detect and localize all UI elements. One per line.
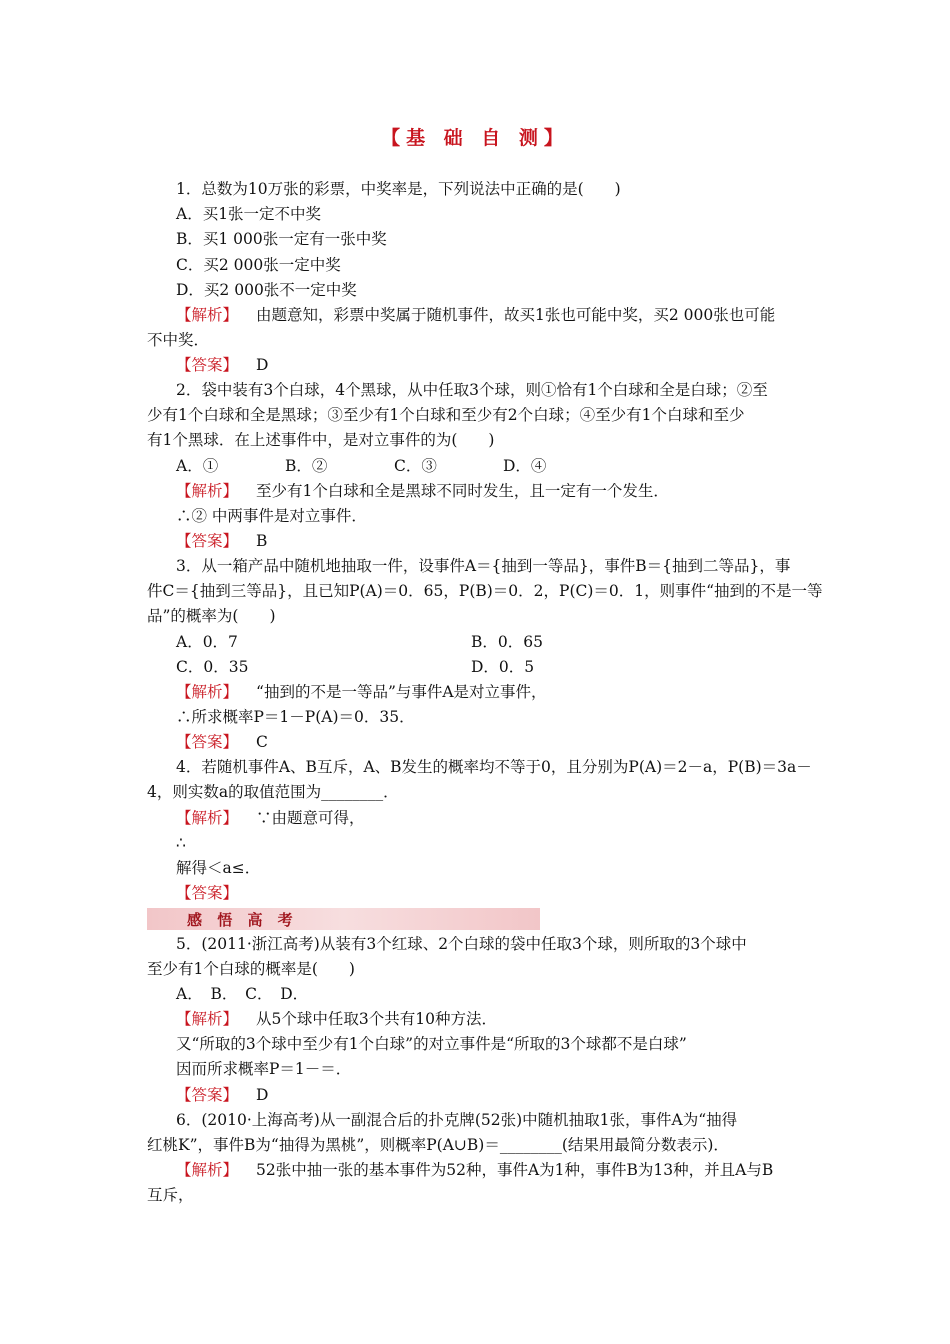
analysis-tag: 【解析】	[176, 1010, 239, 1028]
q2-analysis	[176, 481, 669, 501]
q5-answer-value: D	[256, 1086, 269, 1104]
q2-answer-value: B	[256, 532, 268, 550]
q4-answer	[176, 883, 256, 903]
q2-analysis-text: 至少有1个白球和全是黑球不同时发生，且一定有一个发生．	[256, 482, 669, 500]
q2-analysis-cont: ∴② 中两事件是对立事件．	[176, 507, 367, 525]
q4-analysis-text: ∵由题意可得，	[256, 809, 365, 827]
q5-analysis-result: 因而所求概率P＝1－＝．	[176, 1060, 352, 1078]
q6-analysis-cont: 互斥，	[147, 1186, 194, 1204]
q3-option-c: C．0．35	[176, 658, 249, 676]
q4-analysis-solve: 解得＜a≤．	[176, 859, 261, 877]
q2-option-d: D．④	[503, 457, 547, 475]
q5-analysis-text: 从5个球中任取3个共有10种方法．	[256, 1010, 497, 1028]
q3-analysis-cont: ∴所求概率P＝1－P(A)＝0．35．	[176, 708, 415, 726]
answer-tag: 【答案】	[176, 733, 239, 751]
q3-analysis-text: “抽到的不是一等品”与事件A是对立事件，	[256, 683, 547, 701]
q6-analysis	[176, 1160, 773, 1180]
q1-answer	[176, 355, 268, 375]
analysis-tag: 【解析】	[176, 809, 239, 827]
q3-analysis	[176, 682, 547, 702]
q1-analysis	[176, 305, 775, 325]
q2-stem-1: 2．袋中装有3个白球，4个黑球，从中任取3个球，则①恰有1个白球和全是白球；②至	[176, 381, 768, 399]
q5-stem-1: 5．(2011·浙江高考)从装有3个红球、2个白球的袋中任取3个球，则所取的3个球中	[176, 935, 747, 953]
q5-stem-2: 至少有1个白球的概率是( )	[147, 960, 355, 978]
answer-tag: 【答案】	[176, 532, 239, 550]
answer-tag: 【答案】	[176, 1086, 239, 1104]
q4-analysis-therefore: ∴	[176, 834, 186, 852]
section-banner	[147, 908, 540, 930]
answer-tag: 【答案】	[176, 884, 239, 902]
q2-answer	[176, 531, 267, 551]
q5-analysis	[176, 1009, 497, 1029]
q2-stem-2: 少有1个白球和全是黑球；③至少有1个白球和至少有2个白球；④至少有1个白球和至少	[147, 406, 745, 424]
section-title: 【基 础 自 测】	[381, 127, 569, 149]
q1-stem: 1．总数为10万张的彩票，中奖率是，下列说法中正确的是( )	[176, 180, 621, 198]
analysis-tag: 【解析】	[176, 1161, 239, 1179]
q5-analysis-cont: 又“所取的3个球中至少有1个白球”的对立事件是“所取的3个球都不是白球”	[176, 1035, 687, 1053]
q2-stem-3: 有1个黑球．在上述事件中，是对立事件的为( )	[147, 431, 495, 449]
q2-option-b: B．②	[285, 457, 328, 475]
banner-label: 感 悟 高 考	[187, 911, 298, 929]
q2-option-c: C．③	[394, 457, 437, 475]
q3-stem-2: 件C＝{抽到三等品}，且已知P(A)＝0．65，P(B)＝0．2，P(C)＝0．1，则事件“抽到的不是一等	[147, 582, 823, 600]
q5-options: A． B． C． D．	[176, 985, 309, 1003]
q2-option-a: A．①	[176, 457, 219, 475]
answer-tag: 【答案】	[176, 356, 239, 374]
q4-analysis	[176, 808, 365, 828]
q4-stem-2: 4，则实数a的取值范围为________．	[147, 783, 399, 801]
q5-answer	[176, 1085, 268, 1105]
q3-answer-value: C	[256, 733, 268, 751]
analysis-tag: 【解析】	[176, 482, 239, 500]
q1-option-d: D．买2 000张不一定中奖	[176, 281, 357, 299]
q3-option-b: B．0．65	[471, 633, 543, 651]
q3-stem-3: 品”的概率为( )	[147, 607, 276, 625]
q4-stem-1: 4．若随机事件A、B互斥，A、B发生的概率均不等于0，且分别为P(A)＝2－a，P(B)＝3a－	[176, 758, 812, 776]
q3-option-d: D．0．5	[471, 658, 535, 676]
analysis-tag: 【解析】	[176, 683, 239, 701]
q6-stem-2: 红桃K”，事件B为“抽得为黑桃”，则概率P(A∪B)＝________(结果用最简分数表示)．	[147, 1136, 729, 1154]
q6-analysis-text: 52张中抽一张的基本事件为52种，事件A为1种，事件B为13种，并且A与B	[256, 1161, 774, 1179]
q1-analysis-text: 由题意知，彩票中奖属于随机事件，故买1张也可能中奖，买2 000张也可能	[256, 306, 776, 324]
q1-answer-value: D	[256, 356, 269, 374]
q1-analysis-cont: 不中奖．	[147, 331, 210, 349]
q1-option-b: B．买1 000张一定有一张中奖	[176, 230, 387, 248]
q3-option-a: A．0．7	[176, 633, 238, 651]
q3-stem-1: 3．从一箱产品中随机地抽取一件，设事件A＝{抽到一等品}，事件B＝{抽到二等品}，事	[176, 557, 791, 575]
q1-option-c: C．买2 000张一定中奖	[176, 256, 341, 274]
q3-answer	[176, 732, 268, 752]
analysis-tag: 【解析】	[176, 306, 239, 324]
q6-stem-1: 6．(2010·上海高考)从一副混合后的扑克牌(52张)中随机抽取1张，事件A为“抽得	[176, 1111, 738, 1129]
q1-option-a: A．买1张一定不中奖	[176, 205, 322, 223]
